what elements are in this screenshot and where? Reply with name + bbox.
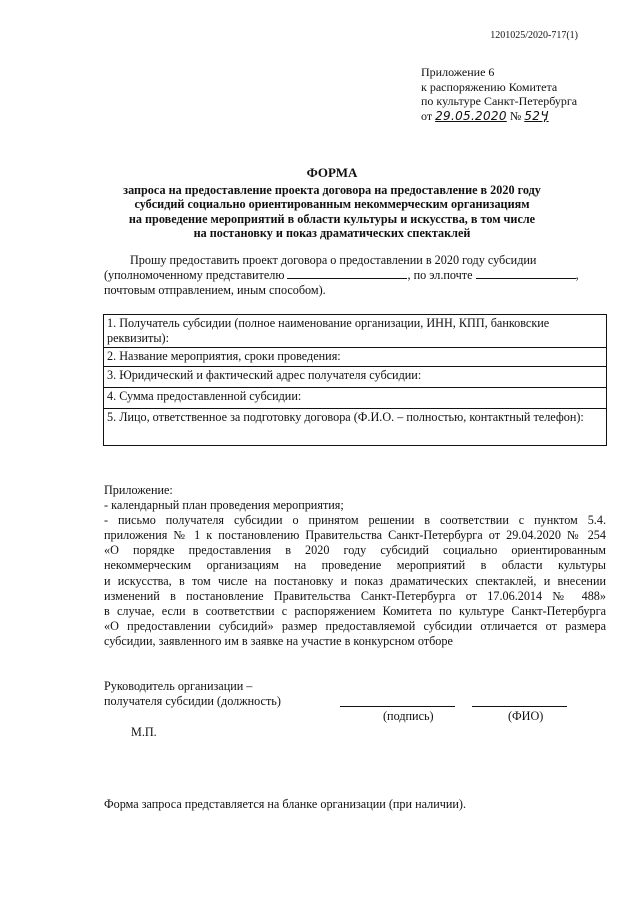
table-row — [104, 348, 607, 367]
appendix-item-2-line: - письмо получателя субсидии о принятом решении в соответствии с пунктом 5.4. — [104, 513, 606, 528]
table-row — [104, 409, 607, 446]
signature-line[interactable] — [340, 706, 455, 707]
appendix-item-2-line: и искусства, в том числе на постановку и показ драматических спектаклей, и внесении — [104, 573, 606, 588]
annex-line-3: по культуре Санкт-Петербурга — [421, 94, 578, 108]
handwritten-number: 52Ӌ — [524, 108, 549, 123]
intro-line-2b: , по эл.почте — [407, 268, 473, 282]
appendix-item-2-line: «О предоставлении субсидий» размер предоставляемой субсидии отличается от размера — [104, 618, 606, 633]
table-cell-contact[interactable]: 5. Лицо, ответственное за подготовку договора (Ф.И.О. – полностью, контактный телефон): — [104, 409, 607, 446]
intro-line-2c: , — [575, 268, 579, 282]
table-cell-recipient[interactable]: 1. Получатель субсидии (полное наименование организации, ИНН, КПП, банковские реквизиты): — [104, 315, 607, 348]
intro-line-1: Прошу предоставить проект договора о предоставлении в 2020 году субсидии — [130, 253, 537, 267]
table-cell-address[interactable]: 3. Юридический и фактический адрес получателя субсидии: — [104, 367, 607, 388]
appendix-item-2-line: некоммерческим организациям на проведение мероприятий в области культуры — [104, 558, 606, 573]
signer-title-line-2: получателя субсидии (должность) — [104, 694, 281, 708]
table-row — [104, 388, 607, 409]
appendix-section — [104, 483, 606, 649]
form-title-line-1: запроса на предоставление проекта договора на предоставление в 2020 году — [123, 182, 541, 197]
form-title-main: ФОРМА — [306, 165, 358, 180]
handwritten-date: 29.05.2020 — [435, 108, 507, 123]
name-line[interactable] — [472, 706, 567, 707]
intro-line-2a: (уполномоченному представителю — [104, 268, 285, 282]
annex-date-prefix: от — [421, 108, 433, 123]
appendix-heading: Приложение: — [104, 483, 173, 497]
number-sign: № — [509, 108, 522, 123]
appendix-item-2-last: субсидии, заявленного им в заявке на участие в конкурсном отборе — [104, 633, 453, 648]
appendix-item-2-line: изменений в постановление Правительства Санкт-Петербурга от 17.06.2014 № 488» — [104, 588, 606, 603]
annex-header — [421, 65, 601, 123]
email-blank[interactable] — [476, 268, 576, 279]
table-row — [104, 367, 607, 388]
intro-line-2 — [104, 268, 604, 283]
name-caption: (ФИО) — [508, 709, 544, 723]
annex-line-2: к распоряжению Комитета — [421, 79, 558, 94]
signature-caption: (подпись) — [383, 709, 434, 723]
appendix-item-1: - календарный план проведения мероприятия; — [104, 498, 344, 513]
table-cell-amount[interactable]: 4. Сумма предоставленной субсидии: — [104, 388, 607, 409]
footer-note: Форма запроса представляется на бланке организации (при наличии). — [104, 797, 467, 811]
appendix-item-2-line: приложения № 1 к постановлению Правительства Санкт-Петербурга от 29.04.2020 № 254 — [104, 528, 606, 543]
form-title-line-2: субсидий социально ориентированным некоммерческим организациям — [134, 197, 530, 212]
request-intro — [104, 253, 604, 298]
table-row — [104, 315, 607, 348]
form-title — [60, 166, 604, 241]
form-title-line-3: на проведение мероприятий в области культуры и искусства, в том числе — [128, 211, 536, 226]
form-title-line-4: на постановку и показ драматических спектаклей — [193, 226, 471, 241]
table-cell-event[interactable]: 2. Название мероприятия, сроки проведения: — [104, 348, 607, 367]
appendix-item-2-line: «О порядке предоставления в 2020 году субсидий социально ориентированным — [104, 543, 606, 558]
annex-line-4 — [421, 109, 601, 124]
representative-blank[interactable] — [287, 268, 407, 279]
document-id: 1201025/2020-717(1) — [490, 30, 578, 41]
stamp-place: М.П. — [131, 725, 157, 739]
intro-line-3: почтовым отправлением, иным способом). — [104, 283, 326, 297]
annex-line-1: Приложение 6 — [421, 65, 495, 79]
signature-block — [104, 679, 281, 709]
request-table — [103, 314, 607, 446]
signer-title-line-1: Руководитель организации – — [104, 679, 253, 693]
appendix-item-2-line: в случае, если в соответствии с распоряжением Комитета по культуре Санкт-Петербурга — [104, 603, 606, 618]
